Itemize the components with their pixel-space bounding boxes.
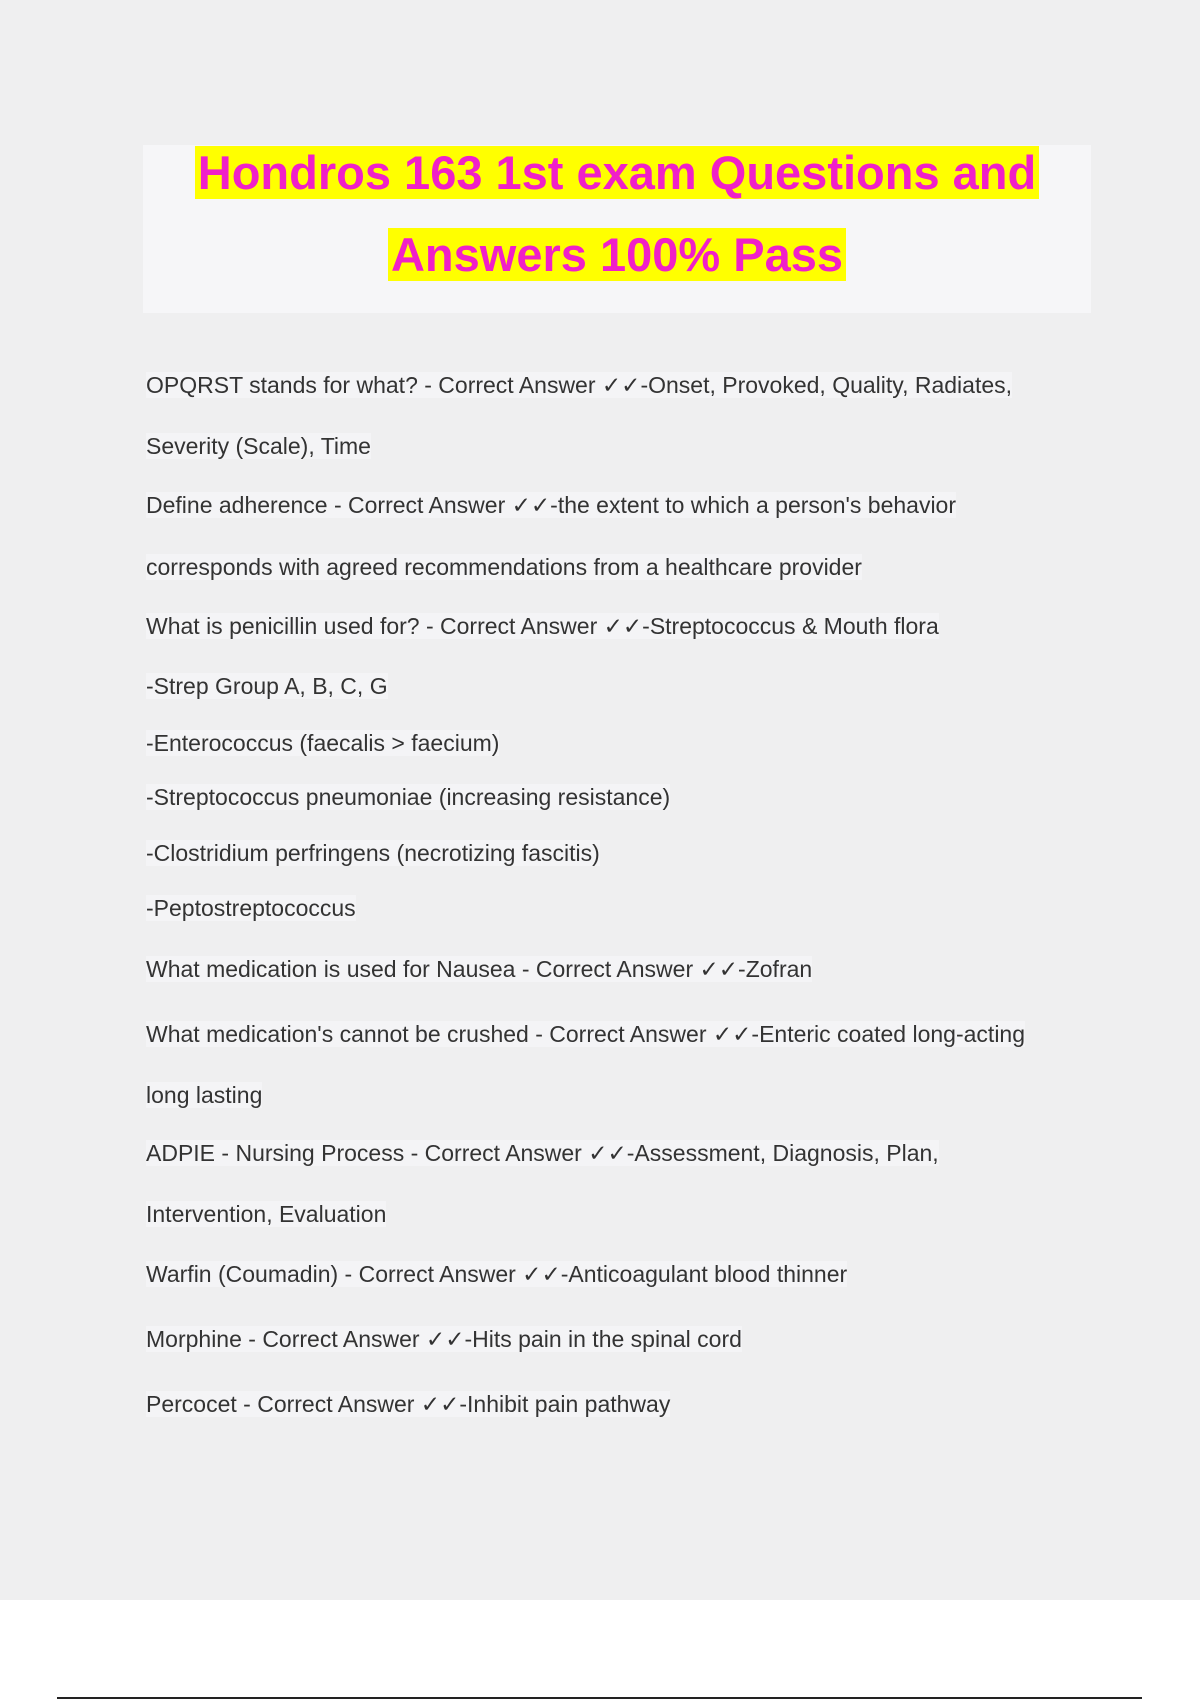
text-line: -Peptostreptococcus [146, 895, 356, 921]
text-line: Severity (Scale), Time [146, 433, 371, 459]
text-line: Define adherence - Correct Answer ✓✓-the extent to which a person's behavior [146, 492, 957, 518]
footer-divider [57, 1697, 1142, 1699]
text-line: What is penicillin used for? - Correct Answer ✓✓-Streptococcus & Mouth flora [146, 613, 939, 639]
text-line: Intervention, Evaluation [146, 1201, 387, 1227]
text-line: Percocet - Correct Answer ✓✓-Inhibit pain pathway [146, 1391, 671, 1417]
title-text-2: Answers 100% Pass [388, 228, 846, 281]
text-line: Warfin (Coumadin) - Correct Answer ✓✓-Anticoagulant blood thinner [146, 1261, 848, 1287]
text-line: -Strep Group A, B, C, G [146, 673, 388, 699]
text-line: What medication's cannot be crushed - Correct Answer ✓✓-Enteric coated long-acting [146, 1021, 1026, 1047]
text-line: corresponds with agreed recommendations from a healthcare provider [146, 554, 862, 580]
text-line: -Clostridium perfringens (necrotizing fascitis) [146, 840, 600, 866]
title-block [143, 145, 1091, 313]
title-line-1 [143, 145, 1091, 201]
text-line: -Streptococcus pneumoniae (increasing resistance) [146, 784, 671, 810]
title-text-1: Hondros 163 1st exam Questions and [195, 146, 1039, 199]
text-line: ADPIE - Nursing Process - Correct Answer ✓✓-Assessment, Diagnosis, Plan, [146, 1140, 939, 1166]
text-line: long lasting [146, 1082, 263, 1108]
title-line-2 [143, 227, 1091, 283]
text-line: What medication is used for Nausea - Correct Answer ✓✓-Zofran [146, 956, 813, 982]
text-line: OPQRST stands for what? - Correct Answer ✓✓-Onset, Provoked, Quality, Radiates, [146, 372, 1013, 398]
text-line: Morphine - Correct Answer ✓✓-Hits pain in the spinal cord [146, 1326, 742, 1352]
text-line: -Enterococcus (faecalis > faecium) [146, 730, 500, 756]
